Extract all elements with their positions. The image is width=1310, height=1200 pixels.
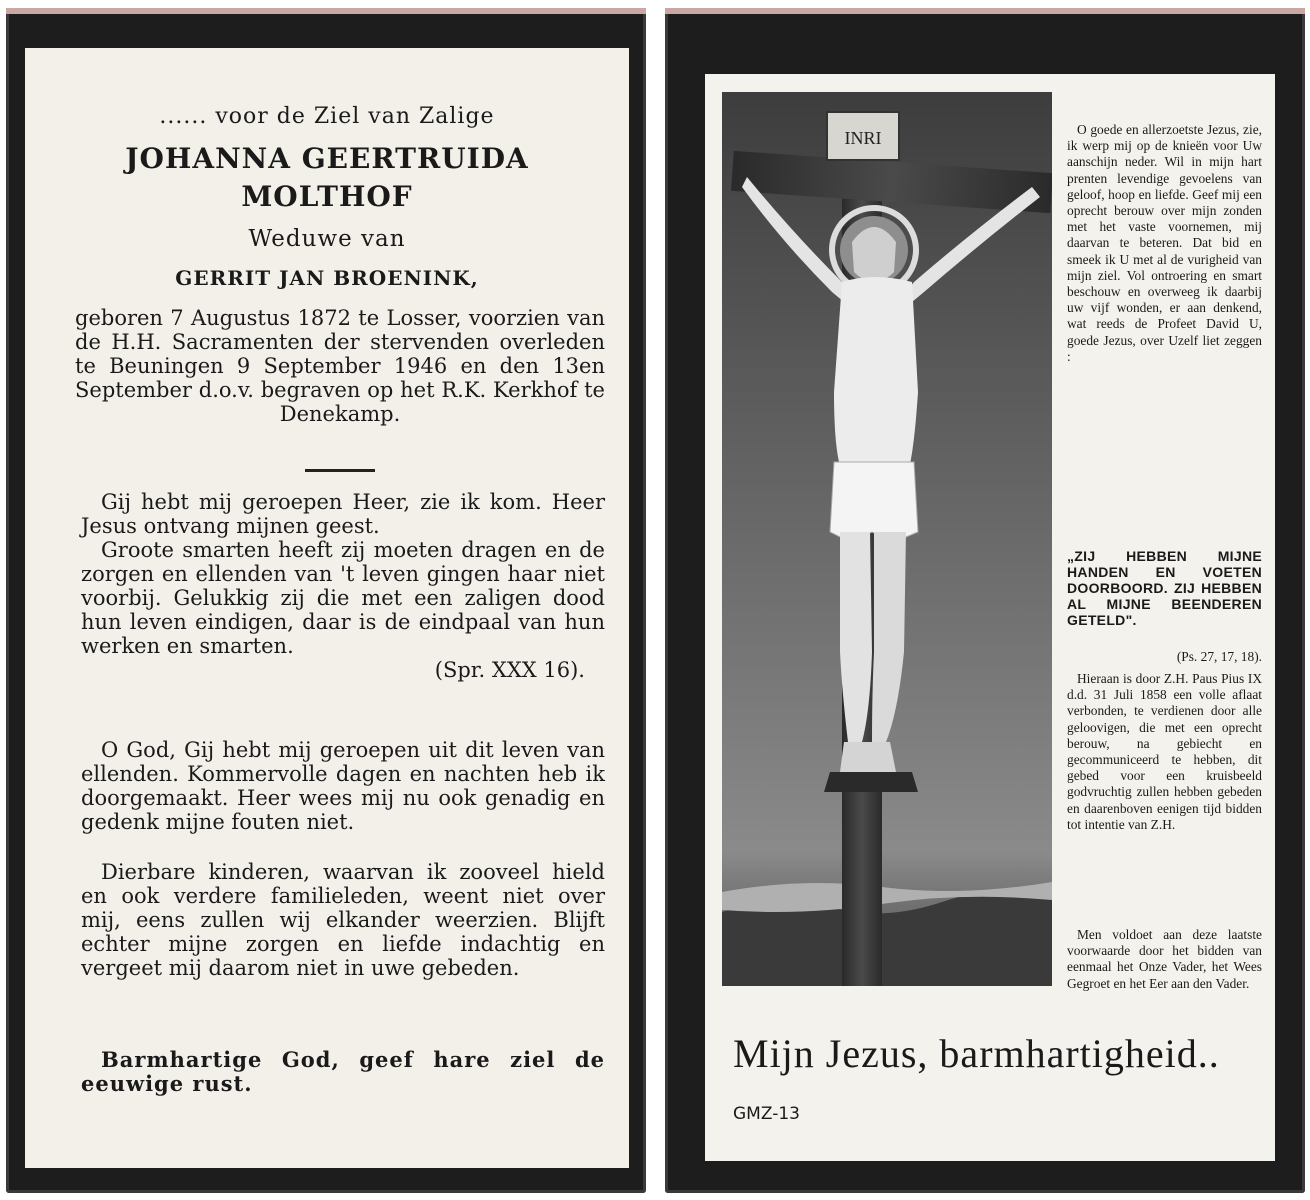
prayer-paragraph: O goede en allerzoetste Jezus, zie, ik werp mij op de knieën voor Uw aanschijn neder. Wil in mijn hart prenten levendige gevoelens van geloof, hoop en liefde. Geef mij een oprecht berouw over mijn zonden met het vaste voornemen, mij daarvan te beteren. Dat bid en smeek ik U met al de vurigheid van mijn ziel. Vol ontroering en smart beschouw en overweeg ik daarbij uw vijf wonden, er aan denkend, wat reeds de Profeet David U, goede Jezus, over Uzelf liet zeggen : — [1067, 122, 1262, 364]
verse-block-2 — [81, 738, 605, 834]
name-line-1: JOHANNA GEERTRUIDA — [125, 142, 529, 175]
print-code: GMZ-13 — [733, 1104, 800, 1124]
scripture-quote: „ZIJ HEBBEN MIJNE HANDEN EN VOETEN DOORBOORD. ZIJ HEBBEN AL MIJNE BEENDEREN GETELD". — [1067, 548, 1262, 628]
closing-prayer: Barmhartige God, geef hare ziel de eeuwige rust. — [81, 1047, 605, 1096]
verse-3: O God, Gij hebt mij geroepen uit dit leven van ellenden. Kommervolle dagen en nachten heb ik doorgemaakt. Heer wees mij nu ook genadig en gedenk mijne fouten niet. — [81, 738, 605, 834]
divider — [305, 469, 375, 472]
scripture-reference: (Ps. 27, 17, 18). — [1176, 649, 1262, 664]
verse-2: Groote smarten heeft zij moeten dragen en de zorgen en ellenden van 't leven gingen haar niet voorbij. Gelukkig zij die met een zaligen dood hun leven eindigen, daar is de eindpaal van hun werken en smarten. — [81, 538, 605, 658]
verse-block — [81, 490, 605, 682]
crucifix-image — [722, 92, 1052, 986]
verse-4: Dierbare kinderen, waarvan ik zooveel hield en ook verdere familieleden, weent niet over mij, eens zullen wij elkander weerzien. Blijft echter mijne zorgen en liefde indachtig en vergeet mij daarom niet in uwe gebeden. — [81, 860, 605, 980]
husband-name: GERRIT JAN BROENINK, — [175, 266, 479, 290]
name-line-2: MOLTHOF — [241, 180, 413, 213]
back-panel — [705, 74, 1275, 1161]
inri-sign: INRI — [844, 128, 882, 148]
indulgence-paragraph: Hieraan is door Z.H. Paus Pius IX d.d. 31 Juli 1858 een volle aflaat verbonden, te verdienen door alle geloovigen, die met een oprecht berouw, na gebiecht en gecommuniceerd te hebben, dit gebed voor een kruisbeeld godvruchtig zullen hebben gebeden en daarenboven eenigen tijd bidden tot intentie van Z.H. — [1067, 671, 1262, 832]
verse-citation: (Spr. XXX 16). — [434, 658, 585, 682]
card-edge — [665, 8, 1305, 14]
memorial-card-front — [6, 8, 646, 1193]
indulgence-text — [1067, 671, 1262, 833]
deceased-name — [25, 140, 629, 216]
condition-text — [1067, 927, 1262, 992]
intro-line: ...... voor de Ziel van Zalige — [159, 104, 495, 129]
widow-of-label: Weduwe van — [248, 226, 406, 252]
biography: geboren 7 Augustus 1872 te Losser, voorzien van de H.H. Sacramenten der stervenden overleden te Beuningen 9 September 1946 en den 13en September d.o.v. begraven op het R.K. Kerkhof te Denekamp. — [75, 306, 605, 426]
verse-1: Gij hebt mij geroepen Heer, zie ik kom. Heer Jesus ontvang mijnen geest. — [81, 490, 605, 538]
verse-block-3 — [81, 860, 605, 980]
condition-paragraph: Men voldoet aan deze laatste voorwaarde door het bidden van eenmaal het Onze Vader, het Wees Gegroet en het Eer aan den Vader. — [1067, 927, 1262, 991]
text-panel — [25, 48, 629, 1168]
memorial-card-back — [665, 8, 1305, 1193]
closing-prayer-block — [81, 1048, 605, 1096]
prayer-text — [1067, 122, 1262, 365]
crucifix-illustration — [722, 92, 1052, 986]
motto: Mijn Jezus, barmhartigheid.. — [733, 1031, 1220, 1076]
card-edge — [6, 8, 646, 14]
